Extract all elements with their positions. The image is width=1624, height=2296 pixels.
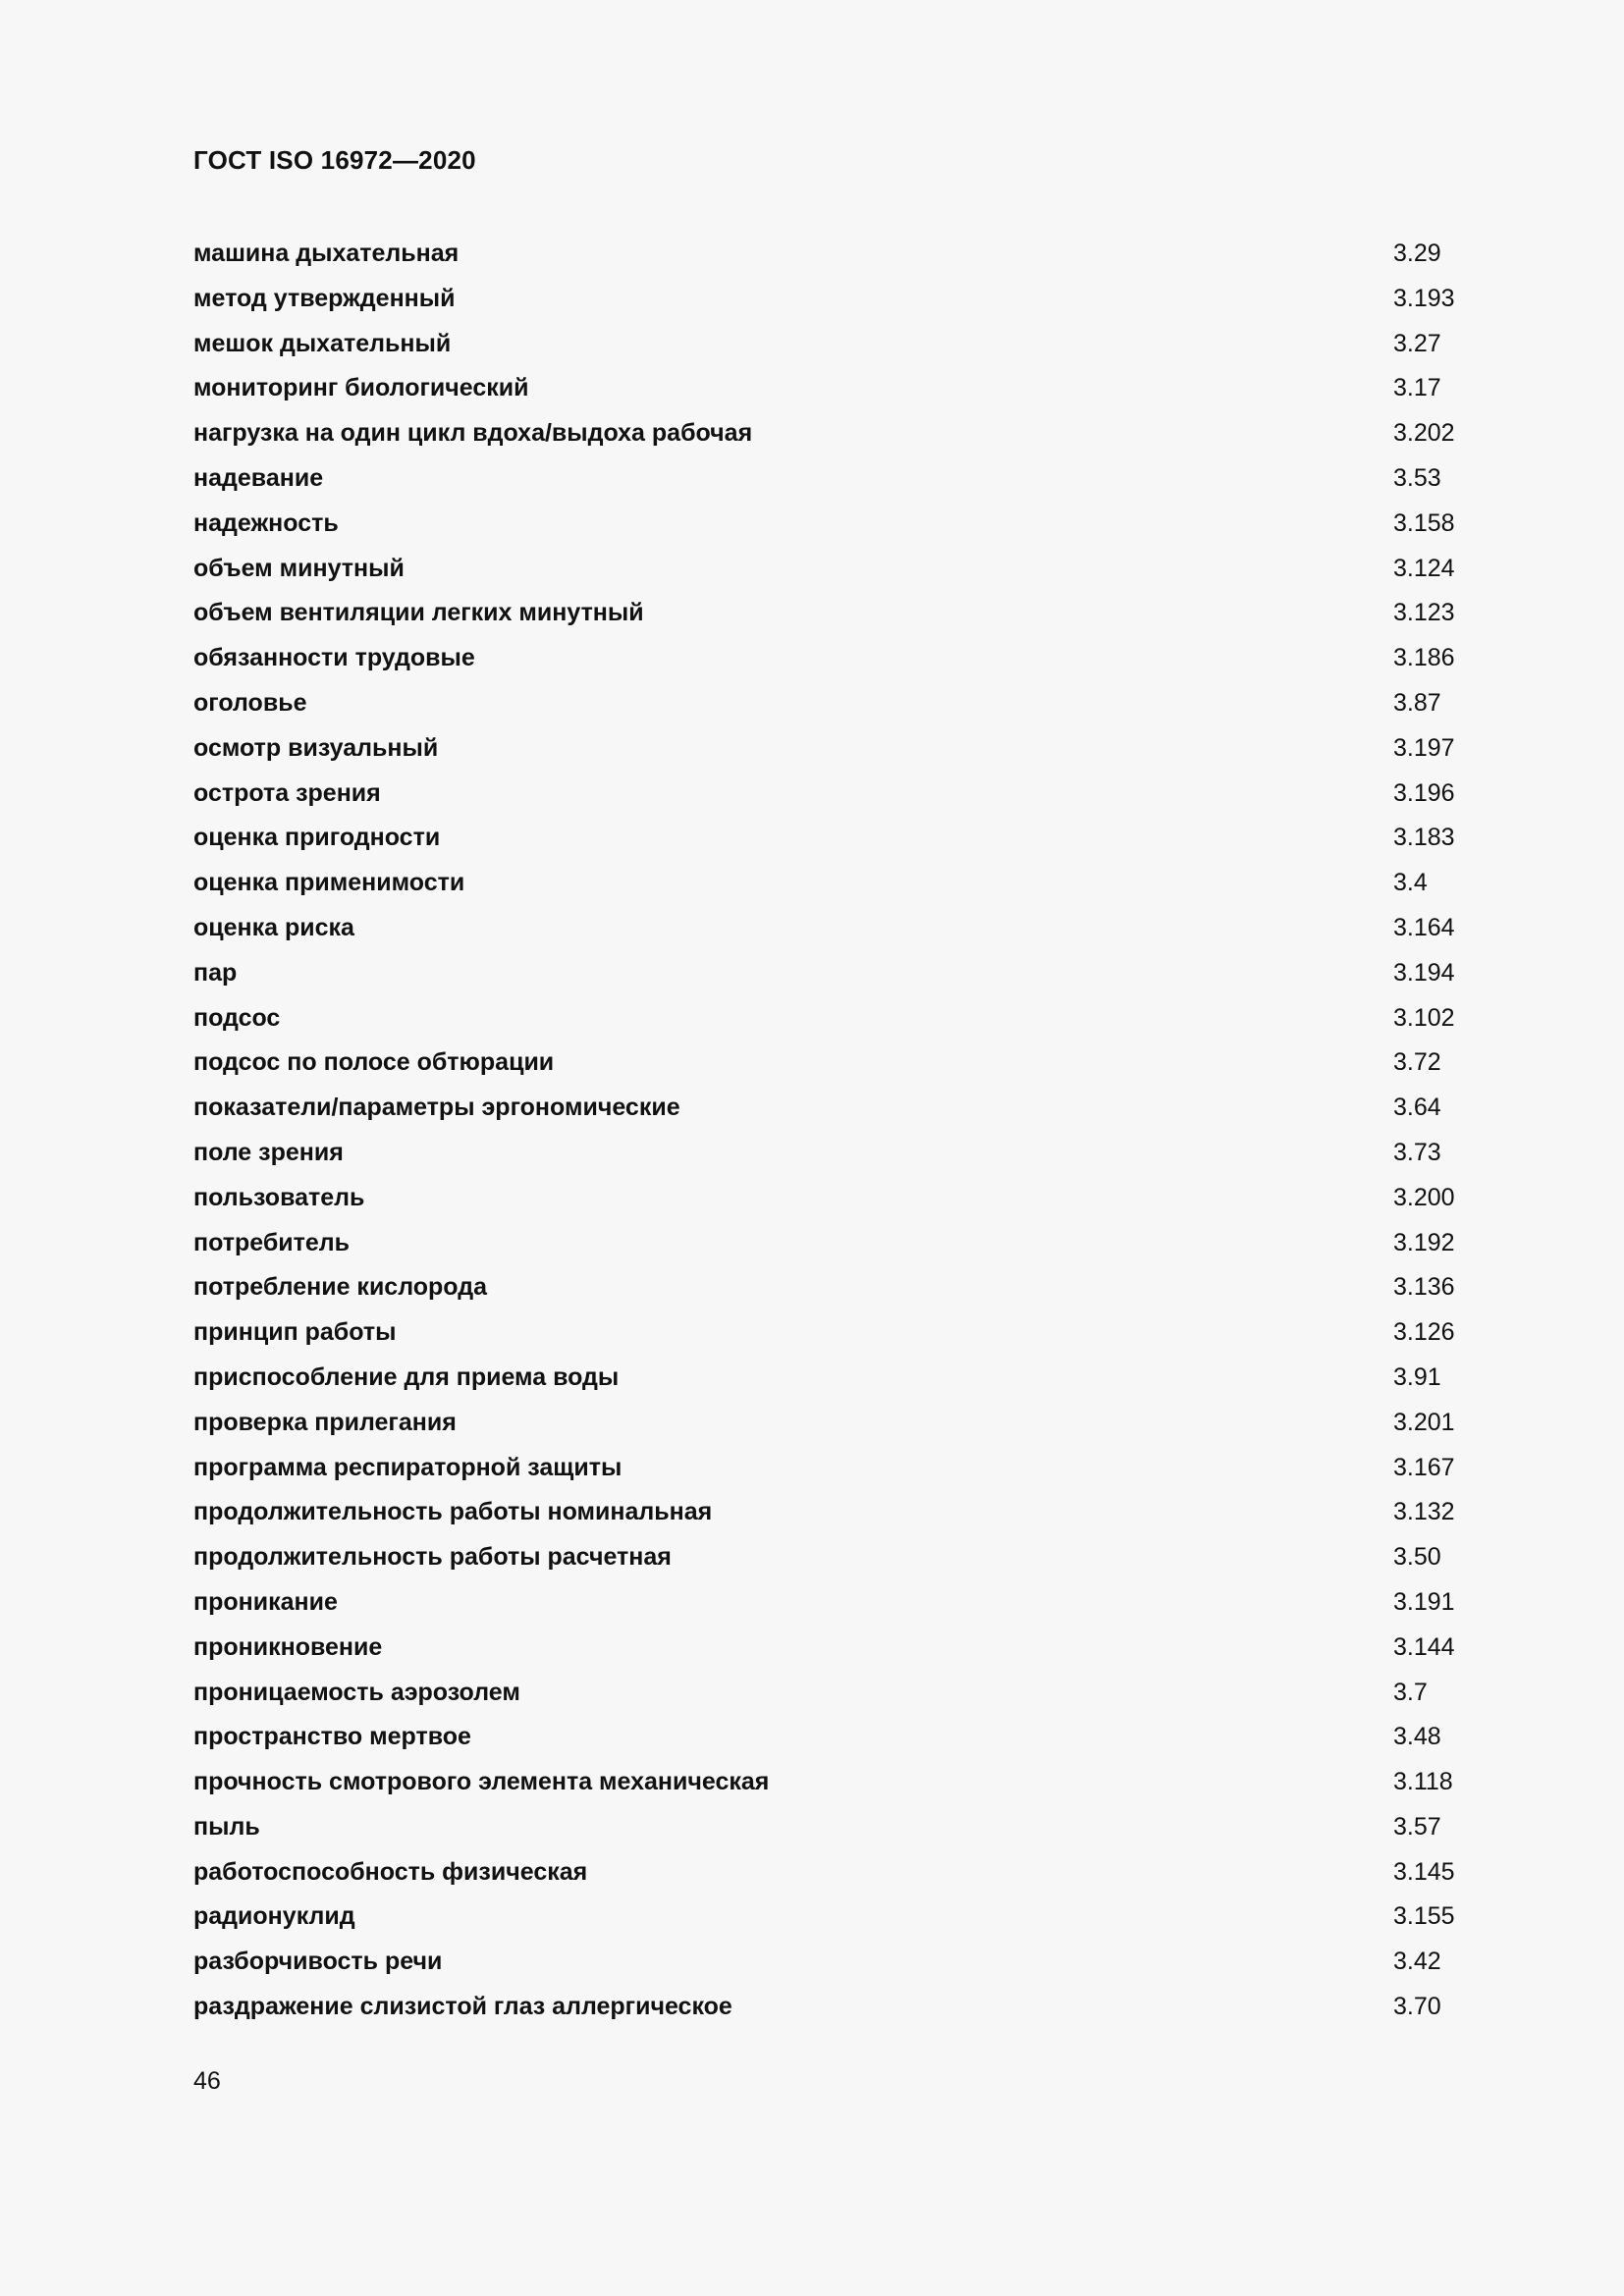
index-term: оголовье bbox=[193, 688, 307, 717]
index-reference: 3.158 bbox=[1393, 508, 1455, 537]
index-reference: 3.64 bbox=[1393, 1094, 1441, 1122]
index-reference: 3.118 bbox=[1393, 1768, 1453, 1796]
index-reference: 3.144 bbox=[1393, 1632, 1455, 1661]
index-entry bbox=[193, 1805, 1470, 1850]
index-term: проверка прилегания bbox=[193, 1408, 457, 1436]
index-reference: 3.155 bbox=[1393, 1902, 1455, 1931]
index-term: пользователь bbox=[193, 1183, 365, 1211]
index-entry bbox=[193, 996, 1470, 1041]
index-entry bbox=[193, 456, 1470, 502]
index-entry bbox=[193, 1895, 1470, 1940]
index-term: объем вентиляции легких минутный bbox=[193, 599, 644, 627]
index-reference: 3.91 bbox=[1393, 1362, 1441, 1391]
index-term: радионуклид bbox=[193, 1902, 355, 1931]
index-entry bbox=[193, 1176, 1470, 1221]
index-entry bbox=[193, 1041, 1470, 1086]
index-term: оценка пригодности bbox=[193, 824, 441, 852]
index-entry bbox=[193, 726, 1470, 772]
index-entry bbox=[193, 861, 1470, 906]
index-reference: 3.197 bbox=[1393, 733, 1455, 762]
index-term: мониторинг биологический bbox=[193, 374, 529, 402]
index-reference: 3.29 bbox=[1393, 240, 1441, 267]
index-reference: 3.193 bbox=[1393, 284, 1455, 312]
index-term: прочность смотрового элемента механическая bbox=[193, 1768, 770, 1796]
index-term: машина дыхательная bbox=[193, 240, 460, 267]
index-reference: 3.124 bbox=[1393, 554, 1455, 582]
index-entry bbox=[193, 1850, 1470, 1896]
index-reference: 3.183 bbox=[1393, 824, 1455, 852]
index-entry bbox=[193, 502, 1470, 547]
index-reference: 3.17 bbox=[1393, 374, 1441, 402]
index-reference: 3.53 bbox=[1393, 463, 1441, 492]
document-header: ГОСТ ISO 16972—2020 bbox=[193, 145, 476, 175]
index-entry bbox=[193, 1086, 1470, 1131]
index-term: подсос bbox=[193, 1003, 281, 1032]
index-term: программа респираторной защиты bbox=[193, 1453, 623, 1481]
index-entry bbox=[193, 1760, 1470, 1805]
index-reference: 3.73 bbox=[1393, 1138, 1441, 1166]
index-term: оценка применимости bbox=[193, 869, 465, 897]
index-reference: 3.201 bbox=[1393, 1408, 1455, 1436]
index-term: потребление кислорода bbox=[193, 1273, 488, 1302]
index-entry bbox=[193, 322, 1470, 367]
index-term: острота зрения bbox=[193, 778, 381, 807]
index-entry bbox=[193, 1985, 1470, 2030]
index-term: разборчивость речи bbox=[193, 1948, 443, 1976]
index-term: приспособление для приема воды bbox=[193, 1362, 620, 1391]
index-term: пространство мертвое bbox=[193, 1723, 471, 1751]
index-reference: 3.70 bbox=[1393, 1993, 1441, 2021]
index-entry bbox=[193, 1626, 1470, 1671]
index-term: поле зрения bbox=[193, 1138, 344, 1166]
index-reference: 3.200 bbox=[1393, 1183, 1455, 1211]
index-entry bbox=[193, 816, 1470, 861]
index-reference: 3.136 bbox=[1393, 1273, 1455, 1302]
index-term: нагрузка на один цикл вдоха/выдоха рабочая bbox=[193, 419, 753, 448]
index-term: мешок дыхательный bbox=[193, 329, 452, 357]
index-term: надевание bbox=[193, 463, 324, 492]
index-entry bbox=[193, 1356, 1470, 1401]
index-entry bbox=[193, 1490, 1470, 1535]
index-reference: 3.126 bbox=[1393, 1318, 1455, 1347]
index-entry bbox=[193, 1535, 1470, 1580]
index-reference: 3.48 bbox=[1393, 1723, 1441, 1751]
index-term: объем минутный bbox=[193, 554, 405, 582]
index-reference: 3.202 bbox=[1393, 419, 1455, 448]
index-reference: 3.27 bbox=[1393, 329, 1441, 357]
index-term: проникновение bbox=[193, 1632, 383, 1661]
index-reference: 3.191 bbox=[1393, 1587, 1455, 1616]
index-reference: 3.50 bbox=[1393, 1543, 1441, 1572]
index-term: принцип работы bbox=[193, 1318, 397, 1347]
index-entry bbox=[193, 591, 1470, 636]
index-term: обязанности трудовые bbox=[193, 644, 475, 672]
index-entry bbox=[193, 1940, 1470, 1985]
index-term: метод утвержденный bbox=[193, 284, 456, 312]
index-entry bbox=[193, 772, 1470, 817]
index-term: подсос по полосе обтюрации bbox=[193, 1048, 555, 1077]
index-term: осмотр визуальный bbox=[193, 733, 439, 762]
index-term: работоспособность физическая bbox=[193, 1857, 588, 1886]
index-reference: 3.167 bbox=[1393, 1453, 1455, 1481]
index-entry bbox=[193, 1131, 1470, 1176]
index-entry bbox=[193, 681, 1470, 726]
index-entry bbox=[193, 1671, 1470, 1716]
index-entry bbox=[193, 1265, 1470, 1310]
index-term: продолжительность работы номинальная bbox=[193, 1498, 713, 1526]
index-reference: 3.123 bbox=[1393, 599, 1455, 627]
alphabetical-index bbox=[193, 232, 1470, 2030]
index-reference: 3.145 bbox=[1393, 1857, 1455, 1886]
index-reference: 3.102 bbox=[1393, 1003, 1455, 1032]
index-reference: 3.7 bbox=[1393, 1678, 1428, 1706]
index-entry bbox=[193, 1401, 1470, 1446]
index-term: раздражение слизистой глаз аллергическое bbox=[193, 1993, 732, 2021]
index-entry bbox=[193, 1580, 1470, 1626]
index-entry bbox=[193, 366, 1470, 411]
index-term: показатели/параметры эргономические bbox=[193, 1094, 680, 1122]
index-term: проникание bbox=[193, 1587, 338, 1616]
page-number: 46 bbox=[193, 2067, 221, 2095]
index-entry bbox=[193, 636, 1470, 681]
index-term: оценка риска bbox=[193, 913, 354, 941]
index-entry bbox=[193, 277, 1470, 322]
index-entry bbox=[193, 232, 1470, 277]
index-term: пыль bbox=[193, 1812, 260, 1841]
index-reference: 3.194 bbox=[1393, 958, 1455, 987]
index-reference: 3.87 bbox=[1393, 688, 1441, 717]
index-term: пар bbox=[193, 958, 238, 987]
index-reference: 3.186 bbox=[1393, 644, 1455, 672]
index-entry bbox=[193, 411, 1470, 456]
index-reference: 3.164 bbox=[1393, 913, 1455, 941]
index-entry bbox=[193, 906, 1470, 951]
index-reference: 3.72 bbox=[1393, 1048, 1441, 1077]
index-entry bbox=[193, 1446, 1470, 1491]
index-entry bbox=[193, 1221, 1470, 1266]
index-reference: 3.192 bbox=[1393, 1228, 1455, 1256]
index-entry bbox=[193, 1715, 1470, 1760]
index-term: продолжительность работы расчетная bbox=[193, 1543, 672, 1572]
index-reference: 3.42 bbox=[1393, 1948, 1441, 1976]
index-term: потребитель bbox=[193, 1228, 351, 1256]
index-reference: 3.196 bbox=[1393, 778, 1455, 807]
index-entry bbox=[193, 1310, 1470, 1356]
index-reference: 3.132 bbox=[1393, 1498, 1455, 1526]
index-term: проницаемость аэрозолем bbox=[193, 1678, 520, 1706]
index-term: надежность bbox=[193, 508, 339, 537]
index-entry bbox=[193, 951, 1470, 996]
index-entry bbox=[193, 547, 1470, 592]
index-reference: 3.57 bbox=[1393, 1812, 1441, 1841]
index-reference: 3.4 bbox=[1393, 869, 1428, 897]
